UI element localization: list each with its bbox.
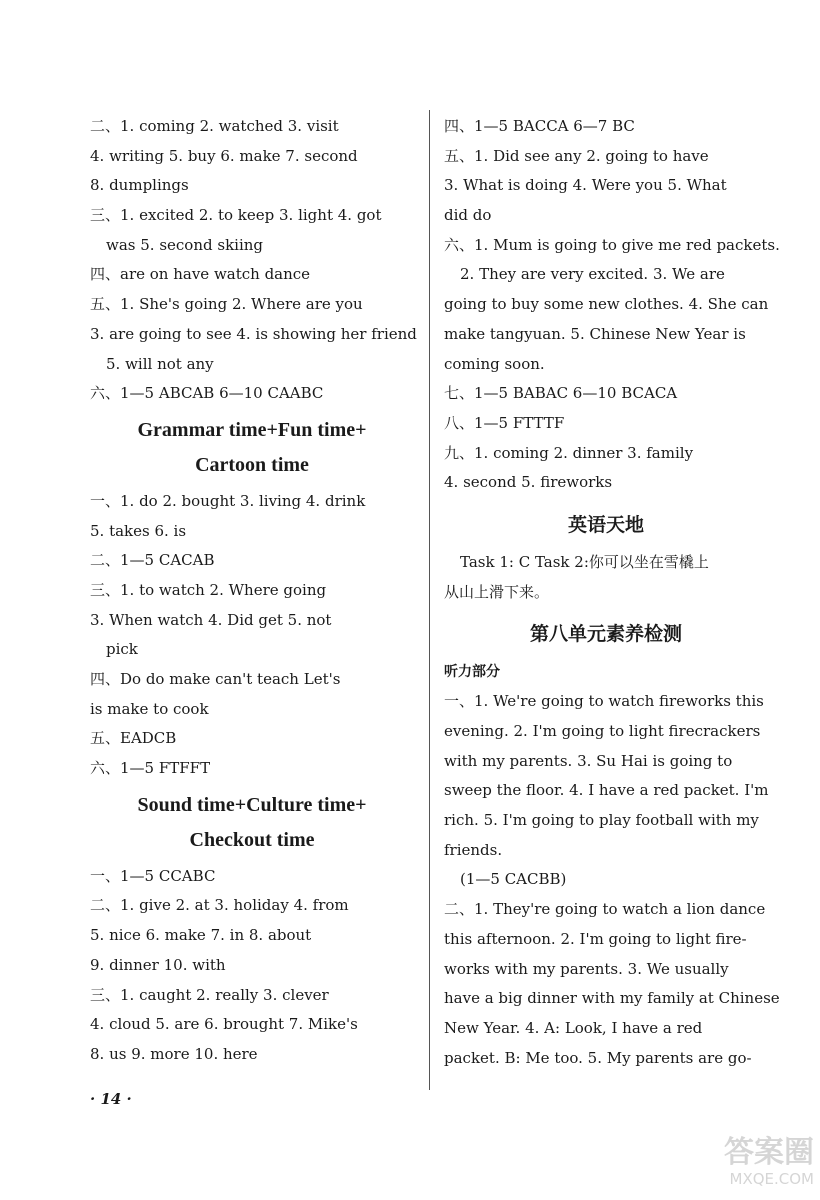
answer-line: 六、1. Mum is going to give me red packets. (444, 235, 780, 254)
answer-line: 8. us 9. more 10. here (90, 1044, 258, 1063)
answer-line: works with my parents. 3. We usually (444, 959, 729, 978)
page-number: · 14 · (90, 1090, 132, 1108)
answer-block-5 (444, 687, 780, 1073)
answer-block-3 (90, 862, 414, 1070)
answer-line: 3. are going to see 4. is showing her friend (90, 324, 417, 343)
answer-line: 五、EADCB (90, 729, 177, 748)
answer-line: did do (444, 206, 492, 225)
answer-line: going to buy some new clothes. 4. She can (444, 295, 769, 314)
answer-line: with my parents. 3. Su Hai is going to (444, 751, 733, 770)
answer-line: 九、1. coming 2. dinner 3. family (444, 443, 694, 462)
answer-line: 2. They are very excited. 3. We are (460, 265, 725, 284)
task-line: 从山上滑下来。 (444, 582, 550, 601)
answer-line: 二、1. coming 2. watched 3. visit (90, 117, 339, 135)
section-heading-line: Cartoon time (195, 453, 309, 476)
column-divider (429, 110, 430, 1090)
answer-line: 4. cloud 5. are 6. brought 7. Mike's (90, 1015, 358, 1034)
answer-block-4 (444, 112, 780, 498)
watermark-url: MXQE.COM (729, 1170, 814, 1188)
answer-line: 4. writing 5. buy 6. make 7. second (90, 146, 358, 165)
answer-line: 三、1. to watch 2. Where going (90, 580, 327, 599)
answer-line: evening. 2. I'm going to light firecrackers (444, 722, 761, 740)
answer-line: 二、1—5 CACAB (90, 551, 215, 570)
answer-line: this afternoon. 2. I'm going to light fire- (444, 929, 747, 948)
answer-line: coming soon. (444, 354, 545, 373)
left-column (90, 112, 417, 1070)
answer-line: 六、1—5 ABCAB 6—10 CAABC (90, 384, 324, 403)
section-heading-line: Checkout time (189, 828, 315, 851)
answer-line: 二、1. They're going to watch a lion dance (444, 900, 766, 919)
answer-line: rich. 5. I'm going to play football with my (444, 811, 759, 830)
section-heading-line: Sound time+Culture time+ (137, 793, 367, 816)
answer-line: 5. takes 6. is (90, 521, 187, 540)
answer-line: (1—5 CACBB) (460, 870, 567, 889)
answer-block-1 (90, 112, 417, 409)
answer-line: 四、1—5 BACCA 6—7 BC (444, 117, 635, 135)
answer-line: 五、1. She's going 2. Where are you (90, 295, 363, 314)
answer-line: was 5. second skiing (106, 235, 264, 254)
answer-line: 一、1. do 2. bought 3. living 4. drink (90, 491, 366, 510)
answer-line: 三、1. excited 2. to keep 3. light 4. got (90, 206, 382, 225)
answer-line: 二、1. give 2. at 3. holiday 4. from (90, 896, 349, 915)
task-line: Task 1: C Task 2:你可以坐在雪橇上 (460, 552, 709, 571)
section-heading-line: Grammar time+Fun time+ (137, 418, 367, 441)
answer-line: 8. dumplings (90, 176, 189, 195)
answer-line: make tangyuan. 5. Chinese New Year is (444, 324, 746, 343)
answer-block-2 (90, 487, 414, 784)
answer-line: 5. nice 6. make 7. in 8. about (90, 926, 312, 945)
answer-line: 4. second 5. fireworks (444, 473, 613, 492)
answer-line: friends. (444, 840, 503, 859)
subheading-listening: 听力部分 (444, 664, 500, 681)
right-column (444, 112, 780, 1073)
answer-line: pick (106, 640, 138, 659)
answer-line: 3. When watch 4. Did get 5. not (90, 610, 332, 629)
section-heading-unit-test: 第八单元素养检测 (529, 623, 682, 646)
answer-line: packet. B: Me too. 5. My parents are go- (444, 1048, 752, 1067)
answer-line: is make to cook (90, 699, 209, 718)
answer-line: 六、1—5 FTFFT (90, 759, 211, 778)
answer-line: 五、1. Did see any 2. going to have (444, 146, 709, 165)
answer-line: New Year. 4. A: Look, I have a red (444, 1018, 703, 1037)
answer-line: 5. will not any (106, 354, 214, 373)
answer-line: 3. What is doing 4. Were you 5. What (444, 176, 727, 195)
answer-line: 三、1. caught 2. really 3. clever (90, 985, 329, 1004)
answer-line: sweep the floor. 4. I have a red packet. I'm (444, 781, 769, 800)
answer-line: 一、1—5 CCABC (90, 866, 216, 885)
answer-line: 四、Do do make can't teach Let's (90, 670, 341, 688)
answer-line: 七、1—5 BABAC 6—10 BCACA (444, 384, 678, 403)
watermark-text: 答案圈 (724, 1135, 814, 1170)
answer-line: 一、1. We're going to watch fireworks this (444, 692, 764, 711)
watermark-logo (664, 1136, 814, 1196)
section-heading-english-world: 英语天地 (567, 513, 644, 536)
answer-line: 八、1—5 FTTTF (444, 413, 565, 432)
answer-line: 9. dinner 10. with (90, 955, 226, 974)
answer-line: have a big dinner with my family at Chinese (444, 989, 780, 1008)
answer-line: 四、are on have watch dance (90, 265, 311, 284)
